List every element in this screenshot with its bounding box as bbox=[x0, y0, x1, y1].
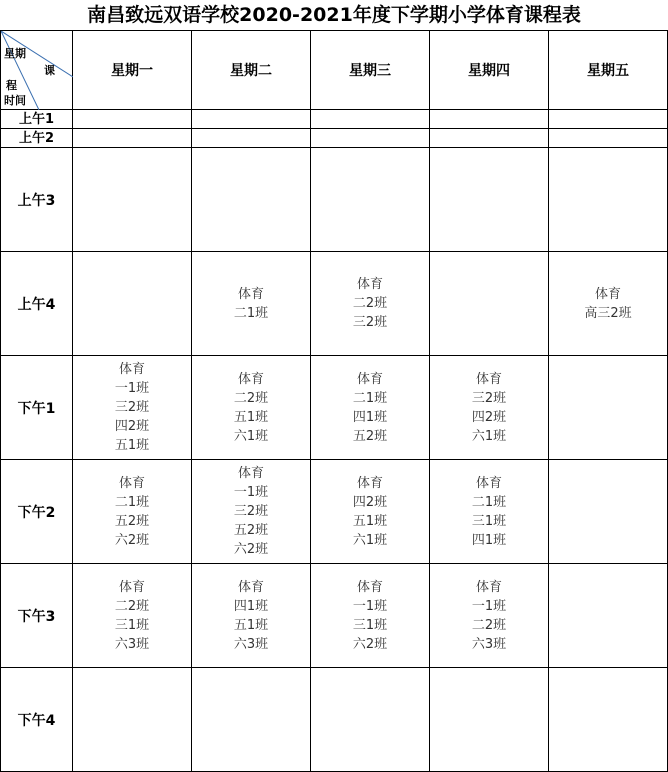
class-label: 三1班 bbox=[114, 617, 150, 633]
class-label: 二1班 bbox=[114, 494, 150, 510]
day-header: 星期二 bbox=[192, 31, 311, 110]
class-label: 四2班 bbox=[471, 409, 507, 425]
table-row bbox=[1, 252, 668, 356]
time-slot-label: 上午4 bbox=[1, 252, 73, 356]
subject-label: 体育 bbox=[356, 277, 383, 292]
schedule-cell bbox=[192, 110, 311, 129]
class-label: 六3班 bbox=[114, 636, 150, 652]
schedule-table bbox=[0, 30, 668, 772]
schedule-cell bbox=[549, 129, 668, 148]
class-label: 四1班 bbox=[471, 532, 507, 548]
class-label: 二1班 bbox=[471, 494, 507, 510]
subject-label: 体育 bbox=[237, 579, 264, 595]
time-slot-label: 下午2 bbox=[1, 460, 73, 564]
schedule-cell bbox=[311, 460, 430, 564]
subject-label: 体育 bbox=[118, 475, 145, 491]
schedule-cell bbox=[73, 252, 192, 356]
schedule-cell bbox=[430, 148, 549, 252]
subject-label: 体育 bbox=[237, 371, 264, 387]
class-label: 六2班 bbox=[352, 636, 388, 652]
class-label: 一1班 bbox=[114, 381, 150, 396]
schedule-cell bbox=[311, 668, 430, 772]
schedule-cell bbox=[430, 564, 549, 668]
day-header: 星期四 bbox=[430, 31, 549, 110]
class-label: 四1班 bbox=[352, 409, 388, 425]
class-label: 二2班 bbox=[352, 296, 388, 311]
corner-label-time: 时间 bbox=[4, 94, 26, 107]
class-label: 四1班 bbox=[233, 598, 269, 614]
subject-label: 体育 bbox=[356, 475, 383, 491]
subject-label: 体育 bbox=[475, 371, 502, 387]
schedule-cell bbox=[73, 668, 192, 772]
table-row bbox=[1, 356, 668, 460]
time-slot-label: 上午3 bbox=[1, 148, 73, 252]
class-label: 六3班 bbox=[233, 636, 269, 652]
subject-label: 体育 bbox=[475, 579, 502, 595]
schedule-cell bbox=[549, 668, 668, 772]
time-slot-label: 下午1 bbox=[1, 356, 73, 460]
class-label: 四2班 bbox=[114, 419, 150, 434]
class-label: 二2班 bbox=[471, 617, 507, 633]
schedule-cell bbox=[73, 129, 192, 148]
schedule-cell bbox=[549, 460, 668, 564]
class-label: 六1班 bbox=[352, 532, 388, 548]
subject-label: 体育 bbox=[237, 286, 264, 302]
class-label: 六3班 bbox=[471, 636, 507, 652]
schedule-cell bbox=[430, 129, 549, 148]
schedule-cell bbox=[430, 252, 549, 356]
schedule-cell bbox=[73, 110, 192, 129]
class-label: 三2班 bbox=[233, 504, 269, 519]
corner-label-weekday: 星期 bbox=[4, 47, 26, 60]
class-label: 六1班 bbox=[471, 428, 507, 444]
subject-label: 体育 bbox=[237, 466, 264, 481]
subject-label: 体育 bbox=[356, 371, 383, 387]
schedule-cell bbox=[430, 460, 549, 564]
table-row bbox=[1, 129, 668, 148]
class-label: 四2班 bbox=[352, 494, 388, 510]
schedule-cell bbox=[311, 252, 430, 356]
table-row bbox=[1, 110, 668, 129]
time-slot-label: 上午1 bbox=[1, 110, 73, 129]
day-header: 星期五 bbox=[549, 31, 668, 110]
table-row bbox=[1, 460, 668, 564]
page-title: 南昌致远双语学校2020-2021年度下学期小学体育课程表 bbox=[87, 4, 581, 26]
table-row bbox=[1, 148, 668, 252]
subject-label: 体育 bbox=[118, 362, 145, 377]
schedule-cell bbox=[192, 252, 311, 356]
schedule-cell bbox=[311, 110, 430, 129]
class-label: 二2班 bbox=[233, 390, 269, 406]
schedule-cell bbox=[549, 110, 668, 129]
schedule-cell bbox=[549, 148, 668, 252]
table-row bbox=[1, 564, 668, 668]
class-label: 二1班 bbox=[352, 390, 388, 406]
class-label: 一1班 bbox=[352, 598, 388, 614]
schedule-cell bbox=[311, 564, 430, 668]
schedule-cell bbox=[73, 564, 192, 668]
class-label: 六2班 bbox=[114, 532, 150, 548]
subject-label: 体育 bbox=[356, 579, 383, 595]
class-label: 五1班 bbox=[233, 409, 269, 425]
subject-label: 体育 bbox=[475, 475, 502, 491]
class-label: 六1班 bbox=[233, 428, 269, 444]
corner-label-course-2: 程 bbox=[6, 79, 17, 92]
schedule-cell bbox=[549, 564, 668, 668]
class-label: 五2班 bbox=[114, 513, 150, 529]
subject-label: 体育 bbox=[594, 286, 621, 302]
schedule-cell bbox=[549, 252, 668, 356]
day-header: 星期三 bbox=[311, 31, 430, 110]
class-label: 三2班 bbox=[114, 400, 150, 415]
schedule-cell bbox=[430, 110, 549, 129]
schedule-cell bbox=[311, 129, 430, 148]
schedule-cell bbox=[192, 460, 311, 564]
class-label: 五2班 bbox=[352, 428, 388, 444]
corner-label-course: 课 bbox=[44, 64, 55, 77]
time-slot-label: 下午3 bbox=[1, 564, 73, 668]
class-label: 三2班 bbox=[471, 390, 507, 406]
time-slot-label: 下午4 bbox=[1, 668, 73, 772]
class-label: 五1班 bbox=[233, 617, 269, 633]
class-label: 高三2班 bbox=[584, 305, 632, 321]
corner-cell bbox=[1, 31, 73, 110]
schedule-cell bbox=[430, 356, 549, 460]
schedule-cell bbox=[192, 148, 311, 252]
class-label: 一1班 bbox=[233, 485, 269, 500]
class-label: 二2班 bbox=[114, 598, 150, 614]
schedule-cell bbox=[192, 564, 311, 668]
schedule-cell bbox=[73, 460, 192, 564]
schedule-cell bbox=[192, 356, 311, 460]
table-row bbox=[1, 668, 668, 772]
schedule-cell bbox=[192, 129, 311, 148]
time-slot-label: 上午2 bbox=[1, 129, 73, 148]
class-label: 三1班 bbox=[471, 513, 507, 529]
class-label: 一1班 bbox=[471, 598, 507, 614]
schedule-cell bbox=[430, 668, 549, 772]
subject-label: 体育 bbox=[118, 579, 145, 595]
schedule-cell bbox=[192, 668, 311, 772]
schedule-cell bbox=[311, 148, 430, 252]
class-label: 二1班 bbox=[233, 305, 269, 321]
class-label: 六2班 bbox=[233, 542, 269, 557]
schedule-cell bbox=[549, 356, 668, 460]
class-label: 五1班 bbox=[352, 513, 388, 529]
schedule-cell bbox=[73, 148, 192, 252]
header-row bbox=[1, 31, 668, 110]
schedule-cell bbox=[73, 356, 192, 460]
schedule-cell bbox=[311, 356, 430, 460]
class-label: 五2班 bbox=[233, 523, 269, 538]
class-label: 三1班 bbox=[352, 617, 388, 633]
class-label: 五1班 bbox=[114, 438, 150, 453]
class-label: 三2班 bbox=[352, 315, 388, 330]
day-header: 星期一 bbox=[73, 31, 192, 110]
